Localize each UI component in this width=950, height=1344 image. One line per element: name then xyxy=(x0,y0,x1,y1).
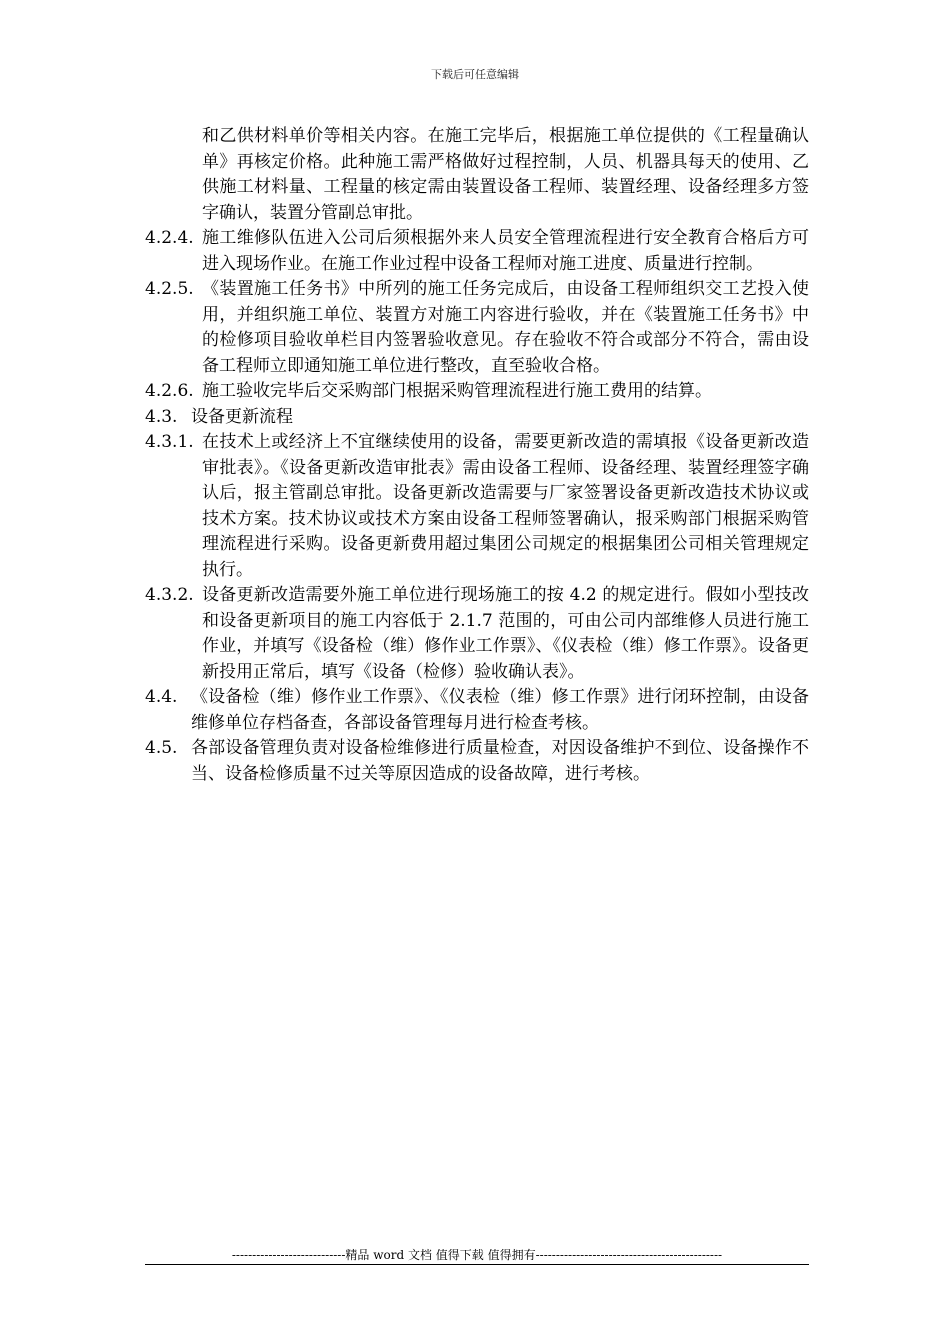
paragraph-text: 在技术上或经济上不宜继续使用的设备，需要更新改造的需填报《设备更新改造审批表》。《设备更新改造审批表》需由设备工程师、设备经理、装置经理签字确认后，报主管副总审批。设备更新改造需要与厂家签署设备更新改造技术协议或技术方案。技术协议或技术方案由设备工程师签署确认，报采购部门根据采购管理流程进行采购。设备更新费用超过集团公司规定的根据集团公司相关管理规定执行。 xyxy=(202,432,809,580)
paragraph-text: 设备更新改造需要外施工单位进行现场施工的按 4.2 的规定进行。假如小型技改和设备更新项目的施工内容低于 2.1.7 范围的，可由公司内部维修人员进行施工作业，并填写《设备检（维）修作业工作票》、《仪表检（维）修工作票》。设备更新投用正常后，填写《设备（检修）验收确认表》。 xyxy=(202,585,809,682)
section-heading-4-3 xyxy=(145,405,809,431)
paragraph-number: 4.2.6. xyxy=(145,381,194,401)
paragraph-text: 和乙供材料单价等相关内容。在施工完毕后，根据施工单位提供的《工程量确认单》再核定价格。此种施工需严格做好过程控制，人员、机器具每天的使用、乙供施工材料量、工程量的核定需由装置设备工程师、装置经理、设备经理多方签字确认，装置分管副总审批。 xyxy=(202,126,809,223)
paragraph-4-2-5 xyxy=(145,277,809,379)
document-body xyxy=(145,124,809,787)
paragraph-4-4 xyxy=(145,685,809,736)
paragraph-continuation xyxy=(145,124,809,226)
paragraph-text: 《设备检（维）修作业工作票》、《仪表检（维）修工作票》进行闭环控制，由设备维修单位存档备查，各部设备管理每月进行检查考核。 xyxy=(191,687,809,733)
footer-divider xyxy=(145,1264,809,1265)
paragraph-text: 施工验收完毕后交采购部门根据采购管理流程进行施工费用的结算。 xyxy=(202,381,712,401)
paragraph-number: 4.2.4. xyxy=(145,228,194,248)
paragraph-text: 《装置施工任务书》中所列的施工任务完成后，由设备工程师组织交工艺投入使用，并组织施工单位、装置方对施工内容进行验收，并在《装置施工任务书》中的检修项目验收单栏目内签署验收意见。存在验收不符合或部分不符合，需由设备工程师立即通知施工单位进行整改，直至验收合格。 xyxy=(202,279,809,376)
paragraph-4-3-1 xyxy=(145,430,809,583)
page-header: 下载后可任意编辑 xyxy=(431,68,519,81)
paragraph-text: 施工维修队伍进入公司后须根据外来人员安全管理流程进行安全教育合格后方可进入现场作业。在施工作业过程中设备工程师对施工进度、质量进行控制。 xyxy=(202,228,809,274)
paragraph-number: 4.4. xyxy=(145,687,178,707)
paragraph-number: 4.5. xyxy=(145,738,178,758)
paragraph-4-5 xyxy=(145,736,809,787)
paragraph-number: 4.3.1. xyxy=(145,432,194,452)
section-number: 4.3. xyxy=(145,406,178,427)
page-footer: ----------------------------精品 word 文档 值得下载 值得拥有---------------------------------------------- xyxy=(231,1248,723,1262)
paragraph-text: 各部设备管理负责对设备检维修进行质量检查，对因设备维护不到位、设备操作不当、设备检修质量不过关等原因造成的设备故障，进行考核。 xyxy=(191,738,809,784)
paragraph-4-3-2 xyxy=(145,583,809,685)
paragraph-number: 4.2.5. xyxy=(145,279,194,299)
paragraph-number: 4.3.2. xyxy=(145,585,194,605)
paragraph-4-2-4 xyxy=(145,226,809,277)
section-title: 设备更新流程 xyxy=(191,406,293,427)
paragraph-4-2-6 xyxy=(145,379,809,405)
